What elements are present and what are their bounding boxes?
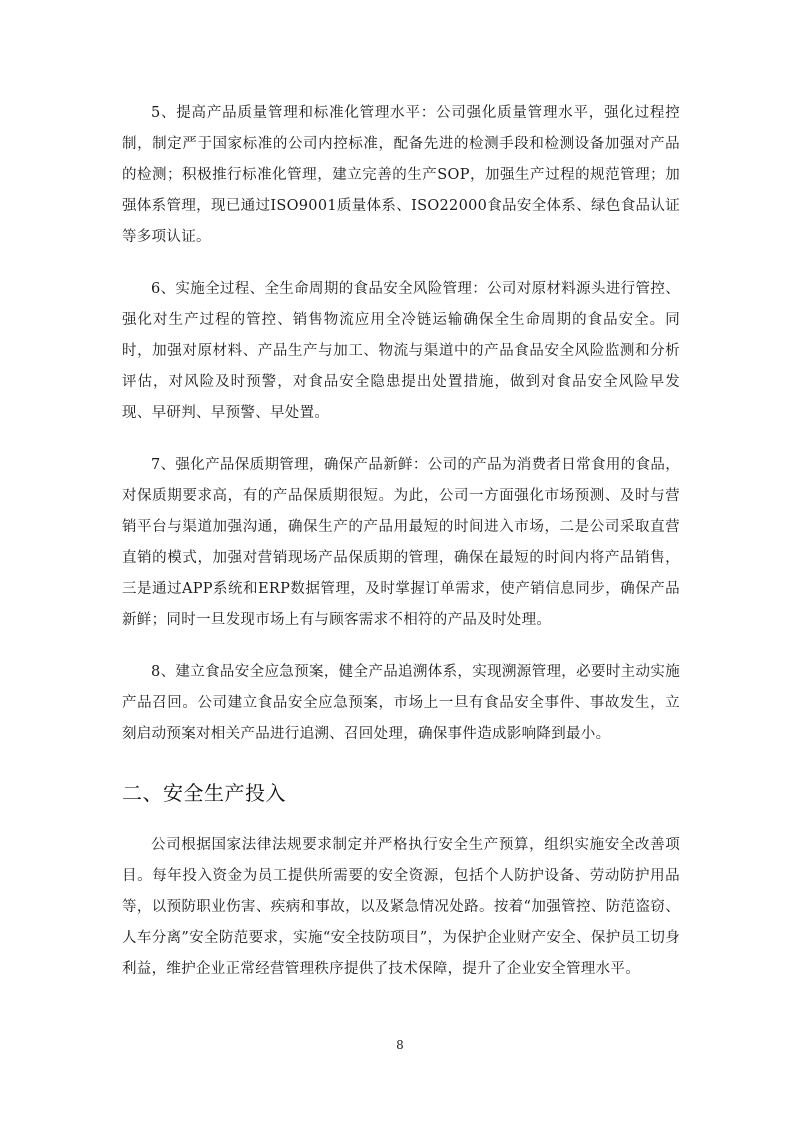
paragraph-shelf-life: 7、强化产品保质期管理，确保产品新鲜：公司的产品为消费者日常食用的食品，对保质期要求高，有的产品保质期很短。为此，公司一方面强化市场预测、及时与营销平台与渠道加强沟通，确保生产的产品用最短的时间进入市场，二是公司采取直营直销的模式，加强对营销现场产品保质期的管理，确保在最短的时间内将产品销售，三是通过APP系统和ERP数据管理，及时掌握订单需求，使产销信息同步，确保产品新鲜；同时一旦发现市场上有与顾客需求不相符的产品及时处理。 bbox=[122, 457, 680, 628]
paragraph-quality-management: 5、提高产品质量管理和标准化管理水平：公司强化质量管理水平，强化过程控制，制定严于国家标准的公司内控标准，配备先进的检测手段和检测设备加强对产品的检测；积极推行标准化管理，建立完善的生产SOP，加强生产过程的规范管理；加强体系管理，现已通过ISO9001质量体系、ISO22000食品安全体系、绿色食品认证等多项认证。 bbox=[122, 105, 680, 245]
paragraph-safety-budget: 公司根据国家法律法规要求制定并严格执行安全生产预算，组织实施安全改善项目。每年投入资金为员工提供所需要的安全资源，包括个人防护设备、劳动防护用品等，以预防职业伤害、疾病和事故，以及紧急情况处路。按着“加强管控、防范盗窃、人车分离”安全防范要求，实施“安全技防项目”，为保护企业财产安全、保护员工切身利益，维护企业正常经营管理秩序提供了技术保障，提升了企业安全管理水平。 bbox=[122, 837, 680, 977]
paragraph-emergency-plan: 8、建立食品安全应急预案，健全产品追溯体系，实现溯源管理，必要时主动实施产品召回。公司建立食品安全应急预案，市场上一旦有食品安全事件、事故发生，立刻启动预案对相关产品进行追溯、召回处理，确保事件造成影响降到最小。 bbox=[122, 664, 680, 742]
page-number: 8 bbox=[396, 1038, 404, 1052]
section-heading-safety-investment: 二、安全生产投入 bbox=[122, 781, 286, 805]
document-body bbox=[122, 98, 680, 985]
paragraph-food-safety-risk: 6、实施全过程、全生命周期的食品安全风险管理：公司对原材料源头进行管控、强化对生产过程的管控、销售物流应用全冷链运输确保全生命周期的食品安全。同时，加强对原材料、产品生产与加工、物流与渠道中的产品食品安全风险监测和分析评估，对风险及时预警，对食品安全隐患提出处置措施，做到对食品安全风险早发现、早研判、早预警、早处置。 bbox=[122, 281, 680, 421]
